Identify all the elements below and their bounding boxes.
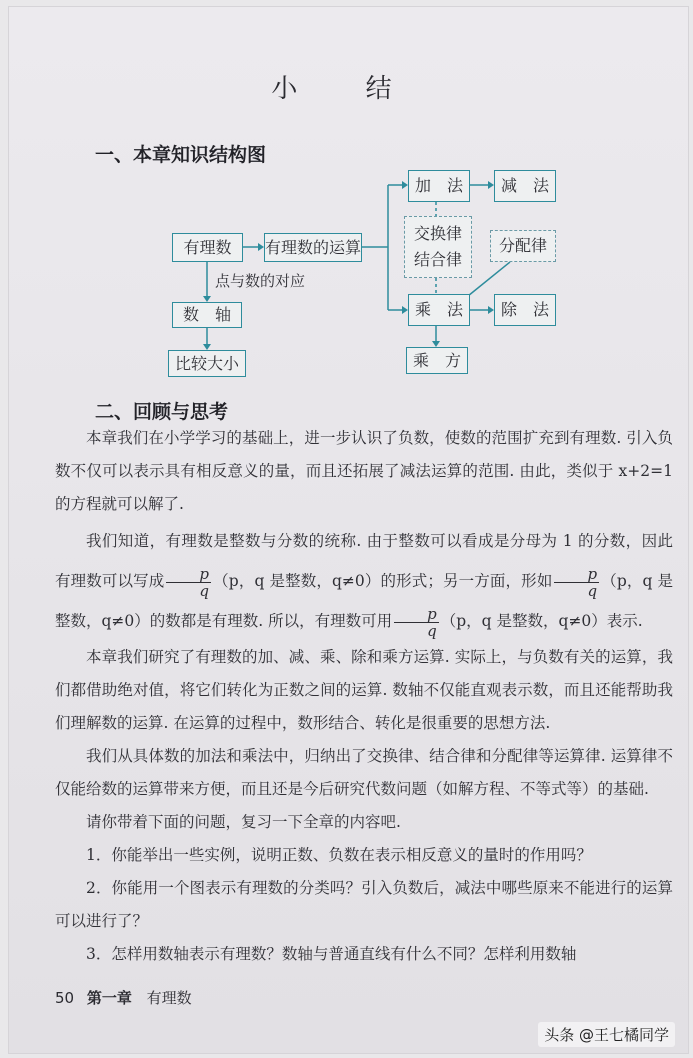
paragraph-5: 请你带着下面的问题，复习一下全章的内容吧.	[86, 813, 401, 831]
node-distributive-law: 分配律	[490, 230, 556, 262]
fraction-denominator: q	[199, 581, 210, 600]
fraction-numerator: p	[166, 566, 211, 583]
node-commutative-law: 交换律	[413, 224, 462, 243]
node-addition: 加 法	[408, 170, 470, 202]
node-division: 除 法	[494, 294, 556, 326]
section-heading-structure: 一、本章知识结构图	[95, 144, 267, 166]
paragraph-2-part-c: （p，q 是整数，q≠0）的数都是有理数. 所以，有理数可用	[55, 572, 673, 630]
paragraph-1: 本章我们在小学学习的基础上，进一步认识了负数，使数的范围扩充到有理数. 引入负数不仅可以表示具有相反意义的量，而且还拓展了减法运算的范围. 由此，类似于 x+2=1 的方程就可以解了.	[55, 429, 673, 513]
chapter-number: 第一章	[86, 989, 132, 1007]
page-footer	[55, 987, 192, 1008]
node-rational-operations: 有理数的运算	[264, 233, 362, 262]
fraction-p-over-q	[554, 566, 599, 599]
page-number: 50	[55, 989, 75, 1007]
fraction-denominator: q	[587, 581, 598, 600]
node-multiplication: 乘 法	[408, 294, 470, 326]
review-body	[55, 422, 673, 971]
paragraph-2-part-d: （p，q 是整数，q≠0）表示.	[440, 612, 643, 630]
paragraph-4: 我们从具体数的加法和乘法中，归纳出了交换律、结合律和分配律等运算律. 运算律不仅能给数的运算带来方便，而且还是今后研究代数问题（如解方程、不等式等）的基础.	[55, 747, 673, 798]
node-rational-numbers: 有理数	[172, 233, 243, 262]
structure-diagram-lines	[0, 0, 693, 400]
fraction-denominator: q	[427, 621, 437, 640]
question-2: 2．你能用一个图表示有理数的分类吗？引入负数后，减法中哪些原来不能进行的运算可以进行了？	[55, 879, 673, 930]
page-title: 小 结	[271, 74, 422, 104]
paragraph-2-part-b: （p，q 是整数，q≠0）的形式；另一方面，形如	[213, 572, 553, 590]
section-heading-review: 二、回顾与思考	[95, 401, 229, 423]
node-compare-size: 比较大小	[168, 350, 246, 377]
question-1: 1．你能举出一些实例，说明正数、负数在表示相反意义的量时的作用吗？	[86, 846, 592, 864]
fraction-numerator: p	[554, 566, 599, 583]
source-watermark: 头条 @王七橘同学	[538, 1022, 675, 1047]
fraction-p-over-q	[166, 566, 211, 599]
node-power: 乘 方	[406, 347, 468, 374]
chapter-title: 有理数	[146, 989, 192, 1007]
fraction-numerator: p	[394, 606, 439, 623]
paragraph-3: 本章我们研究了有理数的加、减、乘、除和乘方运算. 实际上，与负数有关的运算，我们都借助绝对值，将它们转化为正数之间的运算. 数轴不仅能直观表示数，而且还能帮助我们理解数的运算. 在运算的过程中，数形结合、转化是很重要的思想方法.	[55, 648, 673, 732]
paragraph-2	[55, 521, 673, 641]
node-number-line: 数 轴	[172, 302, 242, 328]
edge-label-point-number: 点与数的对应	[215, 272, 306, 290]
paragraph-2-part-a: 我们知道，有理数是整数与分数的统称. 由于整数可以看成是分母为 1 的分数，因此有理数可以写成	[55, 532, 673, 590]
node-laws-group	[404, 216, 472, 278]
node-subtraction: 减 法	[494, 170, 556, 202]
node-associative-law: 结合律	[413, 250, 462, 269]
question-3: 3．怎样用数轴表示有理数？数轴与普通直线有什么不同？怎样利用数轴	[86, 945, 577, 963]
fraction-p-over-q	[394, 606, 439, 639]
